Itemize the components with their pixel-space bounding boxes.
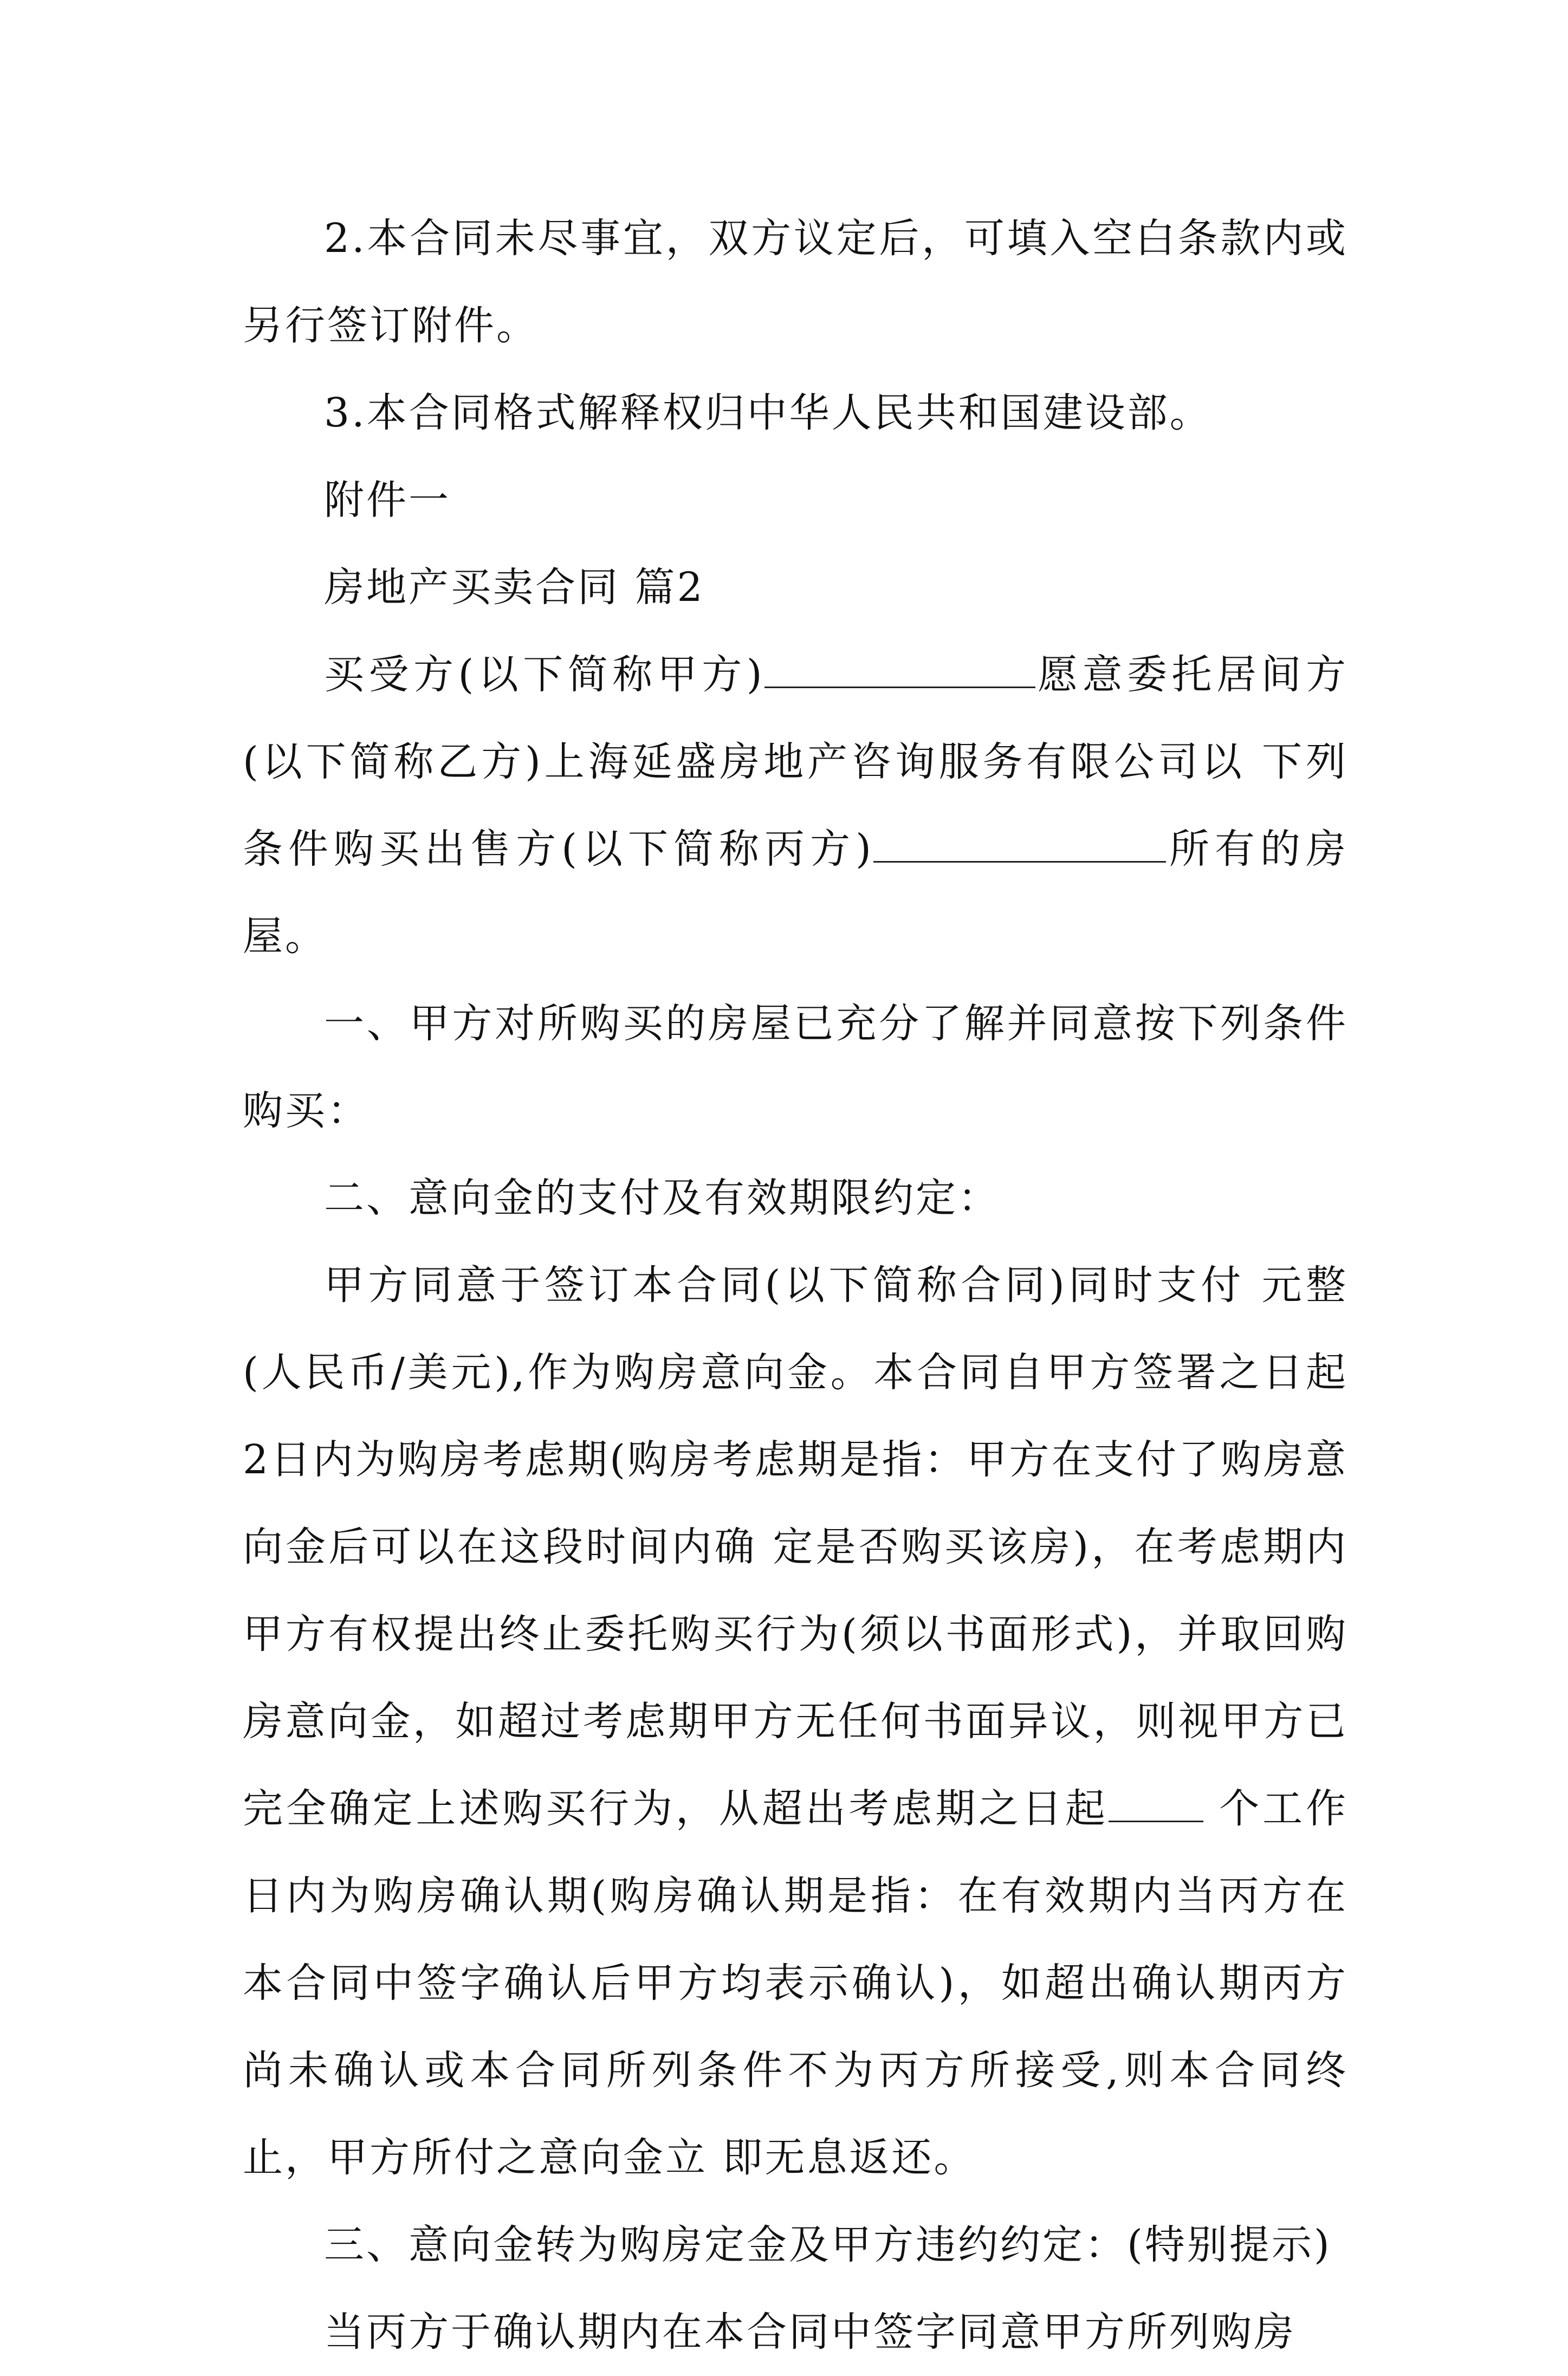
paragraph-text: 所有的房屋。 [243,826,1348,960]
workdays-blank[interactable] [1109,1785,1203,1822]
paragraph-text: 房地产买卖合同 篇2 [324,564,705,611]
paragraph-text: 买受方(以下简称甲方) [324,651,764,698]
contract-text [243,195,1348,2376]
buyer-name-blank[interactable] [764,651,1035,688]
parties-paragraph [243,631,1348,980]
paragraph-text: 甲方同意于签订本合同(以下简称合同)同时支付 元整(人民币/美元),作为购房意向金。本合同自甲方签署之日起2日内为购房考虑期(购房考虑期是指：甲方在支付了购房意向金后可以在这段时间内确 定是否购买该房)，在考虑期内甲方有权提出终止委托购买行为(须以书面形式)，并取回购房意向金，如超过考虑期甲方无任何书面异议，则视甲方已完全确定上述购买行为，从超出考虑期之日起 [243,1262,1348,1832]
paragraph-clause-2 [243,195,1348,370]
paragraph-text: 3.本合同格式解释权归中华人民共和国建设部。 [324,390,1212,436]
article-three [243,2202,1348,2289]
paragraph-text: 三、意向金转为购房定金及甲方违约约定：(特别提示) [324,2222,1332,2268]
paragraph-text: 附件一 [324,477,451,523]
confirmation-paragraph [243,2289,1348,2376]
paragraph-text: 愿意委托居间方(以下简称乙方)上海延盛房地产咨询服务有限公司以 下列条件购买出售方(以下简称丙方) [243,651,1348,872]
paragraph-clause-3 [243,370,1348,457]
section-title [243,544,1348,631]
paragraph-text: 二、意向金的支付及有效期限约定： [324,1175,1000,1221]
paragraph-text: 个工作日内为购房确认期(购房确认期是指：在有效期内当丙方在本合同中签字确认后甲方均表示确认)，如超出确认期丙方尚未确认或本合同所列条件不为丙方所接受,则本合同终止，甲方所付之意向金立 即无息返还。 [243,1785,1348,2181]
appendix-heading [243,457,1348,544]
seller-name-blank[interactable] [873,825,1166,863]
paragraph-text: 一、甲方对所购买的房屋已充分了解并同意按下列条件购买： [243,1000,1348,1134]
article-one [243,980,1348,1155]
article-two [243,1155,1348,1242]
deposit-terms-paragraph [243,1242,1348,2202]
paragraph-text: 当丙方于确认期内在本合同中签字同意甲方所列购房 [324,2309,1296,2355]
paragraph-text: 2.本合同未尽事宜，双方议定后，可填入空白条款内或另行签订附件。 [243,215,1348,349]
